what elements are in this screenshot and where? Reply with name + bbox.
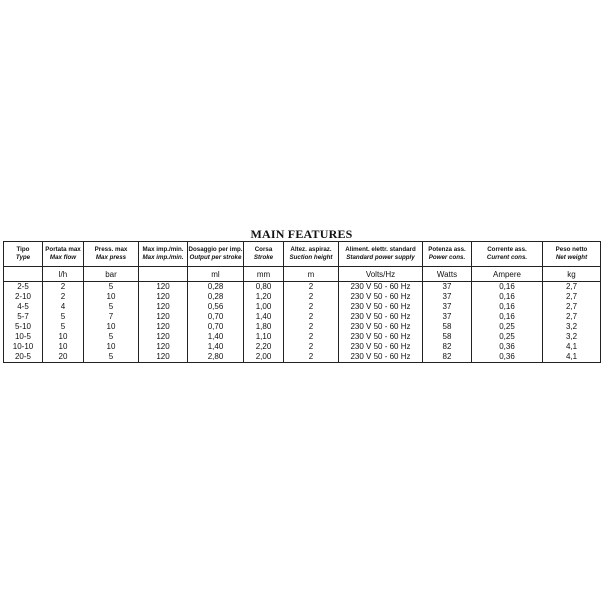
table-cell: 5 (43, 312, 84, 322)
unit-cell: Watts (423, 267, 472, 282)
table-cell: 0,36 (472, 352, 543, 363)
table-row (4, 302, 601, 312)
table-cell: 10-10 (4, 342, 43, 352)
table-cell: 58 (423, 332, 472, 342)
column-header-label: Peso netto (555, 246, 588, 253)
table-cell: 5 (84, 282, 139, 293)
table-row (4, 332, 601, 342)
table-cell: 37 (423, 302, 472, 312)
table-cell: 0,16 (472, 312, 543, 322)
table-cell: 2,20 (244, 342, 284, 352)
table-cell: 3,2 (543, 332, 601, 342)
column-header-label: Max imp./min. (142, 246, 184, 253)
column-header (423, 242, 472, 267)
table-cell: 0,80 (244, 282, 284, 293)
column-header (543, 242, 601, 267)
column-header-label: Press. max (94, 246, 128, 253)
table-cell: 230 V 50 - 60 Hz (339, 282, 423, 293)
unit-cell: l/h (43, 267, 84, 282)
table-cell: 5-7 (4, 312, 43, 322)
table-cell: 2 (284, 292, 339, 302)
table-cell: 20 (43, 352, 84, 363)
table-cell: 2,7 (543, 312, 601, 322)
column-header (472, 242, 543, 267)
column-header-label-en: Net weight (555, 254, 588, 261)
column-header (43, 242, 84, 267)
table-cell: 5 (43, 322, 84, 332)
table-cell: 4 (43, 302, 84, 312)
table-cell: 5 (84, 332, 139, 342)
table-cell: 2-10 (4, 292, 43, 302)
table-cell: 0,25 (472, 322, 543, 332)
table-cell: 2,80 (188, 352, 244, 363)
table-cell: 1,00 (244, 302, 284, 312)
table-cell: 120 (139, 282, 188, 293)
table-cell: 1,40 (244, 312, 284, 322)
unit-cell: bar (84, 267, 139, 282)
table-cell: 0,16 (472, 282, 543, 293)
table-cell: 2,7 (543, 302, 601, 312)
column-header-label-en: Current cons. (486, 254, 528, 261)
table-cell: 1,10 (244, 332, 284, 342)
table-cell: 120 (139, 352, 188, 363)
column-header (284, 242, 339, 267)
table-cell: 7 (84, 312, 139, 322)
table-cell: 3,2 (543, 322, 601, 332)
column-header (244, 242, 284, 267)
table-cell: 2 (284, 312, 339, 322)
table-cell: 10-5 (4, 332, 43, 342)
page-title: MAIN FEATURES (250, 227, 353, 241)
table-cell: 120 (139, 312, 188, 322)
unit-cell: kg (543, 267, 601, 282)
column-header (188, 242, 244, 267)
table-cell: 2,00 (244, 352, 284, 363)
table-cell: 2,7 (543, 292, 601, 302)
column-header-label-en: Output per stroke (189, 254, 242, 261)
table-cell: 0,28 (188, 292, 244, 302)
table-cell: 2-5 (4, 282, 43, 293)
table-cell: 120 (139, 292, 188, 302)
table-cell: 5-10 (4, 322, 43, 332)
table-cell: 0,16 (472, 302, 543, 312)
unit-cell: ml (188, 267, 244, 282)
table-cell: 2,7 (543, 282, 601, 293)
unit-cell: Volts/Hz (339, 267, 423, 282)
table-cell: 20-5 (4, 352, 43, 363)
table-cell: 2 (284, 352, 339, 363)
table-cell: 230 V 50 - 60 Hz (339, 352, 423, 363)
column-header-label: Aliment. elettr. standard (345, 246, 416, 253)
column-header-label: Potenza ass. (428, 246, 466, 253)
column-header (339, 242, 423, 267)
column-header-label-en: Max flow (49, 254, 77, 261)
table-row (4, 342, 601, 352)
table-cell: 2 (43, 292, 84, 302)
table-cell: 82 (423, 342, 472, 352)
table-cell: 2 (284, 322, 339, 332)
column-header-label-en: Stroke (253, 254, 274, 261)
table-cell: 2 (43, 282, 84, 293)
table-cell: 2 (284, 342, 339, 352)
table-body (4, 282, 601, 363)
table-cell: 0,56 (188, 302, 244, 312)
table-cell: 230 V 50 - 60 Hz (339, 332, 423, 342)
table-cell: 120 (139, 302, 188, 312)
table-cell: 10 (43, 342, 84, 352)
unit-cell: mm (244, 267, 284, 282)
table-cell: 5 (84, 302, 139, 312)
table-cell: 230 V 50 - 60 Hz (339, 342, 423, 352)
table-cell: 120 (139, 342, 188, 352)
table-cell: 10 (43, 332, 84, 342)
table-cell: 1,40 (188, 332, 244, 342)
unit-cell: Ampere (472, 267, 543, 282)
table-cell: 37 (423, 282, 472, 293)
table-cell: 230 V 50 - 60 Hz (339, 292, 423, 302)
unit-cell (4, 267, 43, 282)
column-header (4, 242, 43, 267)
column-header-label-en: Max press (95, 254, 127, 261)
table-cell: 1,80 (244, 322, 284, 332)
column-header (84, 242, 139, 267)
column-header (139, 242, 188, 267)
column-header-label: Portata max (45, 246, 81, 253)
table-cell: 230 V 50 - 60 Hz (339, 302, 423, 312)
table-header (4, 242, 601, 282)
table-cell: 1,40 (188, 342, 244, 352)
table-cell: 5 (84, 352, 139, 363)
table-cell: 2 (284, 302, 339, 312)
column-header-label: Dosaggio per imp. (188, 246, 243, 253)
unit-cell: m (284, 267, 339, 282)
table-cell: 4-5 (4, 302, 43, 312)
table-cell: 4,1 (543, 342, 601, 352)
table-cell: 37 (423, 312, 472, 322)
column-header-label: Corrente ass. (487, 246, 527, 253)
column-header-label-en: Suction height (289, 254, 333, 261)
table-cell: 120 (139, 322, 188, 332)
column-header-label-en: Max imp./min. (142, 254, 184, 261)
table-cell: 1,20 (244, 292, 284, 302)
table-cell: 10 (84, 292, 139, 302)
table-cell: 230 V 50 - 60 Hz (339, 322, 423, 332)
table-cell: 0,70 (188, 312, 244, 322)
table-row (4, 352, 601, 363)
table-cell: 230 V 50 - 60 Hz (339, 312, 423, 322)
table-row (4, 312, 601, 322)
column-header-label: Corsa (254, 246, 273, 253)
table-cell: 2 (284, 282, 339, 293)
table-cell: 120 (139, 332, 188, 342)
table-cell: 0,70 (188, 322, 244, 332)
table-cell: 0,16 (472, 292, 543, 302)
column-header-label-en: Standard power supply (346, 254, 415, 261)
column-header-label: Tipo (16, 246, 30, 253)
table-cell: 58 (423, 322, 472, 332)
table-cell: 0,36 (472, 342, 543, 352)
table-row (4, 292, 601, 302)
table-cell: 0,28 (188, 282, 244, 293)
table-row (4, 282, 601, 293)
table-cell: 82 (423, 352, 472, 363)
column-header-label-en: Power cons. (428, 254, 466, 261)
table-cell: 10 (84, 342, 139, 352)
table-cell: 37 (423, 292, 472, 302)
unit-cell (139, 267, 188, 282)
table-cell: 4,1 (543, 352, 601, 363)
table-row (4, 322, 601, 332)
table-cell: 10 (84, 322, 139, 332)
column-header-label-en: Type (15, 254, 31, 261)
table-cell: 2 (284, 332, 339, 342)
main-features-table (3, 241, 601, 363)
column-header-label: Altez. aspiraz. (290, 246, 332, 253)
table-cell: 0,25 (472, 332, 543, 342)
